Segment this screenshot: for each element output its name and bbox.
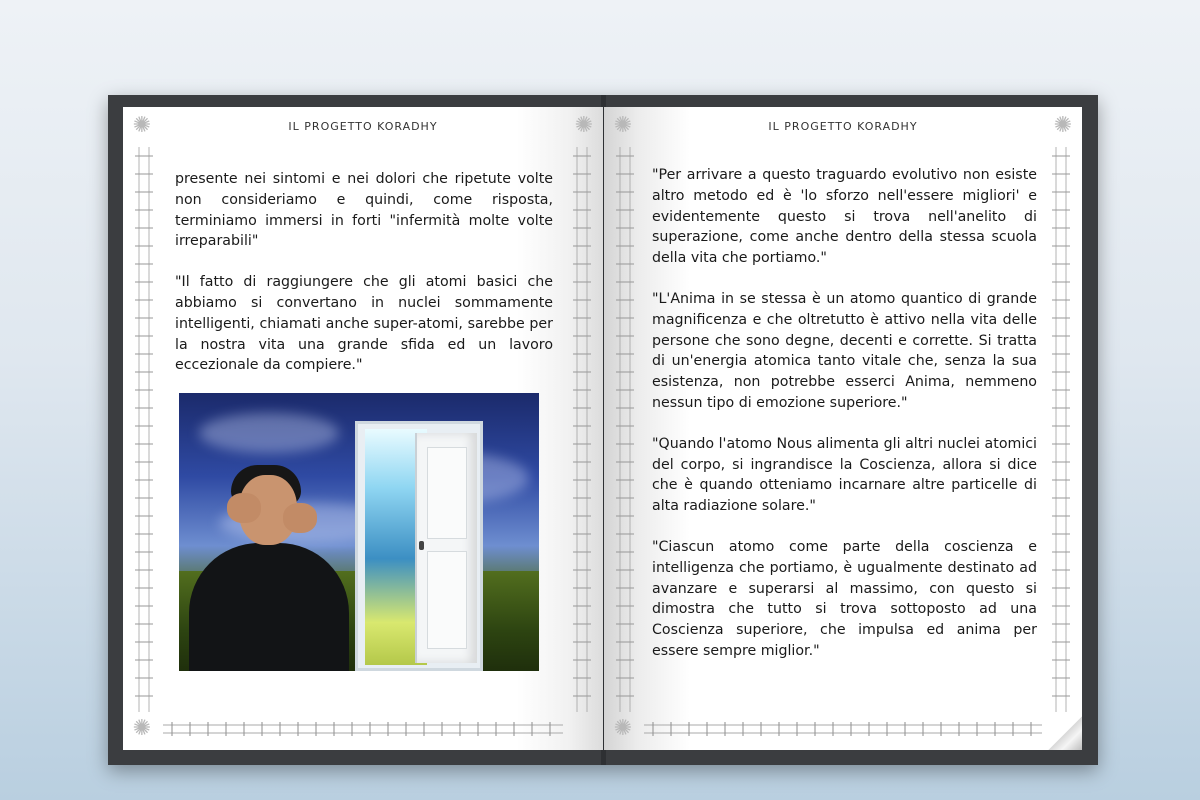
dna-border-right [1052,147,1070,712]
illustration-man-and-door [179,393,539,671]
dna-border-left [135,147,153,712]
page-header: IL PROGETTO KORADHY [768,120,918,133]
flower-ornament-icon: ✺ [132,716,152,741]
flower-ornament-icon: ✺ [613,113,633,138]
dna-border-bottom [163,722,563,736]
flipbook [108,95,1098,765]
paragraph: "Ciascun atomo come parte della coscienza e intelligenza che portiamo, è ugualmente destinato ad avanzare e superarsi al massimo, con questo si dimostra che tutto si trova sottoposto ad una Coscienza superiore, che impulsa ed anima per essere sempre miglior." [652,538,1037,659]
flower-ornament-icon: ✺ [574,113,594,138]
paragraph: presente nei sintomi e nei dolori che ripetute volte non consideriamo e quindi, come risposta, terminiamo immersi in forti "infermità molte volte irreparabili" [175,171,553,250]
dna-border-bottom [644,722,1042,736]
right-page-text [652,165,1037,682]
left-page[interactable] [123,107,603,750]
paragraph: "Per arrivare a questo traguardo evolutivo non esiste altro metodo ed è 'lo sforzo nell'essere migliori' e evidentemente questo si trova nell'anelito di superazione, come anche dentro della stessa scuola della vita che portiamo." [652,167,1037,267]
flower-ornament-icon: ✺ [132,113,152,138]
dna-border-left [616,147,634,712]
flower-ornament-icon: ✺ [1053,113,1073,138]
dna-border-right [573,147,591,712]
left-page-text [175,169,553,396]
paragraph: "L'Anima in se stessa è un atomo quantico di grande magnificenza e che oltretutto è attivo nella vita delle persone che sono degne, decenti e corrette. Si tratta di un'energia atomica tanto vitale che, senza la sua esistenza, non potrebbe esserci Anima, nemmeno nessun tipo di emozione superiore." [652,290,1037,411]
flower-ornament-icon: ✺ [613,716,633,741]
page-header: IL PROGETTO KORADHY [288,120,438,133]
paragraph: "Quando l'atomo Nous alimenta gli altri nuclei atomici del corpo, si ingrandisce la Coscienza, allora si dice che è quando otteniamo incarnare altre particelle di alta radiazione solare." [652,435,1037,515]
paragraph: "Il fatto di raggiungere che gli atomi basici che abbiamo si convertano in nuclei sommamente intelligenti, chiamati anche super-atomi, sarebbe per la nostra vita una grande sfida ed un lavoro eccezionale da compiere." [175,274,553,374]
right-page[interactable] [604,107,1082,750]
page-curl-icon[interactable] [1048,716,1082,750]
